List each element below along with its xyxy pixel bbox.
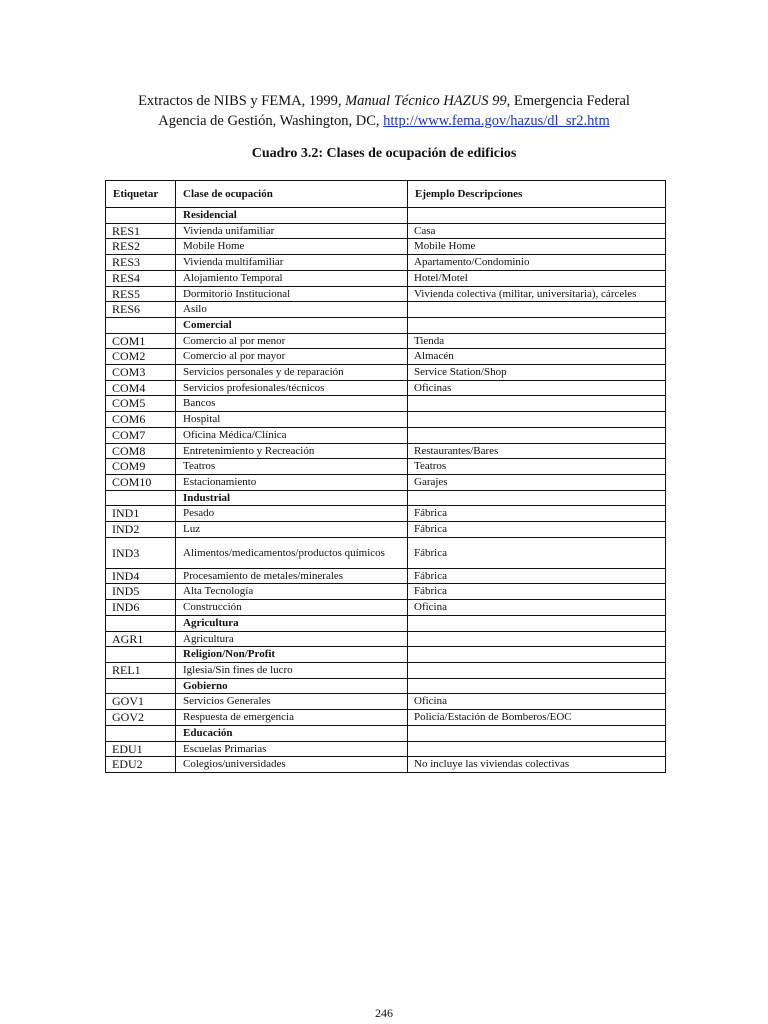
category-row bbox=[106, 678, 666, 694]
cell-label: RES3 bbox=[106, 255, 176, 271]
cell-description: Mobile Home bbox=[408, 239, 666, 255]
cell-occupancy-class: Procesamiento de metales/minerales bbox=[176, 568, 408, 584]
cell-label: COM5 bbox=[106, 396, 176, 412]
cell-description: Tienda bbox=[408, 333, 666, 349]
cell-occupancy-class: Gobierno bbox=[176, 678, 408, 694]
cell-label: COM7 bbox=[106, 427, 176, 443]
table-row bbox=[106, 537, 666, 568]
cell-occupancy-class: Agricultura bbox=[176, 631, 408, 647]
cell-occupancy-class: Comercio al por mayor bbox=[176, 349, 408, 365]
cell-label: RES6 bbox=[106, 302, 176, 318]
cell-description bbox=[408, 208, 666, 224]
cell-description bbox=[408, 427, 666, 443]
cell-occupancy-class: Vivienda multifamiliar bbox=[176, 255, 408, 271]
cell-occupancy-class: Asilo bbox=[176, 302, 408, 318]
table-title: Cuadro 3.2: Clases de ocupación de edificios bbox=[251, 146, 517, 161]
cell-label: IND2 bbox=[106, 522, 176, 538]
table-row bbox=[106, 223, 666, 239]
cell-occupancy-class: Construcción bbox=[176, 600, 408, 616]
citation-text: Emergencia Federal bbox=[510, 93, 630, 109]
cell-occupancy-class: Servicios profesionales/técnicos bbox=[176, 380, 408, 396]
table-row bbox=[106, 302, 666, 318]
cell-description: Casa bbox=[408, 223, 666, 239]
cell-occupancy-class: Servicios personales y de reparación bbox=[176, 365, 408, 381]
cell-occupancy-class: Mobile Home bbox=[176, 239, 408, 255]
cell-description: No incluye las viviendas colectivas bbox=[408, 757, 666, 773]
cell-description: Service Station/Shop bbox=[408, 365, 666, 381]
citation-line-1 bbox=[0, 91, 768, 111]
cell-label: RES5 bbox=[106, 286, 176, 302]
cell-description: Policía/Estación de Bomberos/EOC bbox=[408, 710, 666, 726]
cell-label: RES4 bbox=[106, 270, 176, 286]
citation-text: Agencia de Gestión, Washington, DC, bbox=[158, 113, 384, 129]
cell-occupancy-class: Luz bbox=[176, 522, 408, 538]
table-row bbox=[106, 255, 666, 271]
table-row bbox=[106, 631, 666, 647]
cell-description bbox=[408, 396, 666, 412]
page-number: 246 bbox=[375, 1006, 393, 1020]
cell-occupancy-class: Entretenimiento y Recreación bbox=[176, 443, 408, 459]
cell-description: Teatros bbox=[408, 459, 666, 475]
cell-occupancy-class: Vivienda unifamiliar bbox=[176, 223, 408, 239]
table-row bbox=[106, 270, 666, 286]
cell-label bbox=[106, 490, 176, 506]
table-row bbox=[106, 459, 666, 475]
cell-description: Fábrica bbox=[408, 522, 666, 538]
table-row bbox=[106, 239, 666, 255]
cell-description bbox=[408, 615, 666, 631]
cell-occupancy-class: Alojamiento Temporal bbox=[176, 270, 408, 286]
cell-occupancy-class: Alimentos/medicamentos/productos químicos bbox=[176, 537, 408, 568]
table-row bbox=[106, 349, 666, 365]
table-row bbox=[106, 506, 666, 522]
occupancy-classes-table bbox=[105, 180, 666, 773]
cell-label: EDU1 bbox=[106, 741, 176, 757]
cell-occupancy-class: Pesado bbox=[176, 506, 408, 522]
cell-occupancy-class: Colegios/universidades bbox=[176, 757, 408, 773]
cell-occupancy-class: Escuelas Primarias bbox=[176, 741, 408, 757]
cell-label: IND5 bbox=[106, 584, 176, 600]
cell-occupancy-class: Residencial bbox=[176, 208, 408, 224]
table-row bbox=[106, 741, 666, 757]
cell-description bbox=[408, 662, 666, 678]
table-row bbox=[106, 662, 666, 678]
table-row bbox=[106, 286, 666, 302]
cell-description: Almacén bbox=[408, 349, 666, 365]
cell-label: IND4 bbox=[106, 568, 176, 584]
cell-occupancy-class: Dormitorio Institucional bbox=[176, 286, 408, 302]
table-body bbox=[106, 208, 666, 773]
category-row bbox=[106, 490, 666, 506]
cell-occupancy-class: Hospital bbox=[176, 412, 408, 428]
cell-label: COM1 bbox=[106, 333, 176, 349]
cell-label: COM6 bbox=[106, 412, 176, 428]
citation-line-2 bbox=[0, 111, 768, 131]
category-row bbox=[106, 317, 666, 333]
cell-occupancy-class: Industrial bbox=[176, 490, 408, 506]
cell-description: Oficina bbox=[408, 600, 666, 616]
table-row bbox=[106, 584, 666, 600]
cell-description: Fábrica bbox=[408, 506, 666, 522]
cell-label: REL1 bbox=[106, 662, 176, 678]
column-header-class: Clase de ocupación bbox=[176, 181, 408, 208]
cell-description bbox=[408, 412, 666, 428]
cell-occupancy-class: Estacionamiento bbox=[176, 474, 408, 490]
column-header-description: Ejemplo Descripciones bbox=[408, 181, 666, 208]
cell-occupancy-class: Agricultura bbox=[176, 615, 408, 631]
cell-label bbox=[106, 678, 176, 694]
cell-description: Hotel/Motel bbox=[408, 270, 666, 286]
cell-description bbox=[408, 490, 666, 506]
table-row bbox=[106, 710, 666, 726]
cell-label: COM9 bbox=[106, 459, 176, 475]
source-citation bbox=[0, 91, 768, 131]
cell-description: Restaurantes/Bares bbox=[408, 443, 666, 459]
table-row bbox=[106, 365, 666, 381]
cell-label bbox=[106, 647, 176, 663]
cell-label: AGR1 bbox=[106, 631, 176, 647]
cell-label: IND6 bbox=[106, 600, 176, 616]
table-header-row bbox=[106, 181, 666, 208]
column-header-label: Etiquetar bbox=[106, 181, 176, 208]
table-row bbox=[106, 380, 666, 396]
cell-description bbox=[408, 631, 666, 647]
table-row bbox=[106, 474, 666, 490]
cell-occupancy-class: Iglesia/Sin fines de lucro bbox=[176, 662, 408, 678]
category-row bbox=[106, 725, 666, 741]
citation-text: Extractos de NIBS y FEMA, 1999, bbox=[138, 93, 346, 109]
cell-occupancy-class: Bancos bbox=[176, 396, 408, 412]
table-row bbox=[106, 522, 666, 538]
cell-label bbox=[106, 615, 176, 631]
table-row bbox=[106, 568, 666, 584]
cell-occupancy-class: Religion/Non/Profit bbox=[176, 647, 408, 663]
citation-manual-title: Manual Técnico HAZUS 99, bbox=[345, 93, 511, 109]
cell-occupancy-class: Teatros bbox=[176, 459, 408, 475]
cell-occupancy-class: Educación bbox=[176, 725, 408, 741]
cell-occupancy-class: Servicios Generales bbox=[176, 694, 408, 710]
cell-occupancy-class: Oficina Médica/Clínica bbox=[176, 427, 408, 443]
cell-description: Fábrica bbox=[408, 537, 666, 568]
table-row bbox=[106, 427, 666, 443]
cell-description: Oficina bbox=[408, 694, 666, 710]
cell-label bbox=[106, 208, 176, 224]
table-row bbox=[106, 333, 666, 349]
category-row bbox=[106, 647, 666, 663]
table-row bbox=[106, 443, 666, 459]
table-row bbox=[106, 396, 666, 412]
cell-description bbox=[408, 741, 666, 757]
cell-label: COM10 bbox=[106, 474, 176, 490]
cell-occupancy-class: Alta Tecnología bbox=[176, 584, 408, 600]
cell-label: GOV1 bbox=[106, 694, 176, 710]
cell-description bbox=[408, 302, 666, 318]
cell-label: EDU2 bbox=[106, 757, 176, 773]
cell-label: COM8 bbox=[106, 443, 176, 459]
category-row bbox=[106, 615, 666, 631]
cell-label: COM3 bbox=[106, 365, 176, 381]
cell-label bbox=[106, 725, 176, 741]
cell-description bbox=[408, 317, 666, 333]
cell-description: Oficinas bbox=[408, 380, 666, 396]
cell-description: Fábrica bbox=[408, 568, 666, 584]
table-row bbox=[106, 694, 666, 710]
cell-description: Vivienda colectiva (militar, universitaria), cárceles bbox=[408, 286, 666, 302]
cell-description: Garajes bbox=[408, 474, 666, 490]
table-row bbox=[106, 412, 666, 428]
cell-label: RES1 bbox=[106, 223, 176, 239]
fema-hazus-link[interactable]: http://www.fema.gov/hazus/dl_sr2.htm bbox=[383, 113, 610, 129]
cell-occupancy-class: Respuesta de emergencia bbox=[176, 710, 408, 726]
cell-label bbox=[106, 317, 176, 333]
category-row bbox=[106, 208, 666, 224]
cell-description: Fábrica bbox=[408, 584, 666, 600]
cell-label: GOV2 bbox=[106, 710, 176, 726]
cell-label: IND3 bbox=[106, 537, 176, 568]
cell-label: RES2 bbox=[106, 239, 176, 255]
cell-description bbox=[408, 725, 666, 741]
table-row bbox=[106, 757, 666, 773]
cell-occupancy-class: Comercio al por menor bbox=[176, 333, 408, 349]
table-row bbox=[106, 600, 666, 616]
cell-label: COM4 bbox=[106, 380, 176, 396]
cell-label: COM2 bbox=[106, 349, 176, 365]
cell-description bbox=[408, 647, 666, 663]
cell-description: Apartamento/Condominio bbox=[408, 255, 666, 271]
cell-label: IND1 bbox=[106, 506, 176, 522]
cell-occupancy-class: Comercial bbox=[176, 317, 408, 333]
cell-description bbox=[408, 678, 666, 694]
